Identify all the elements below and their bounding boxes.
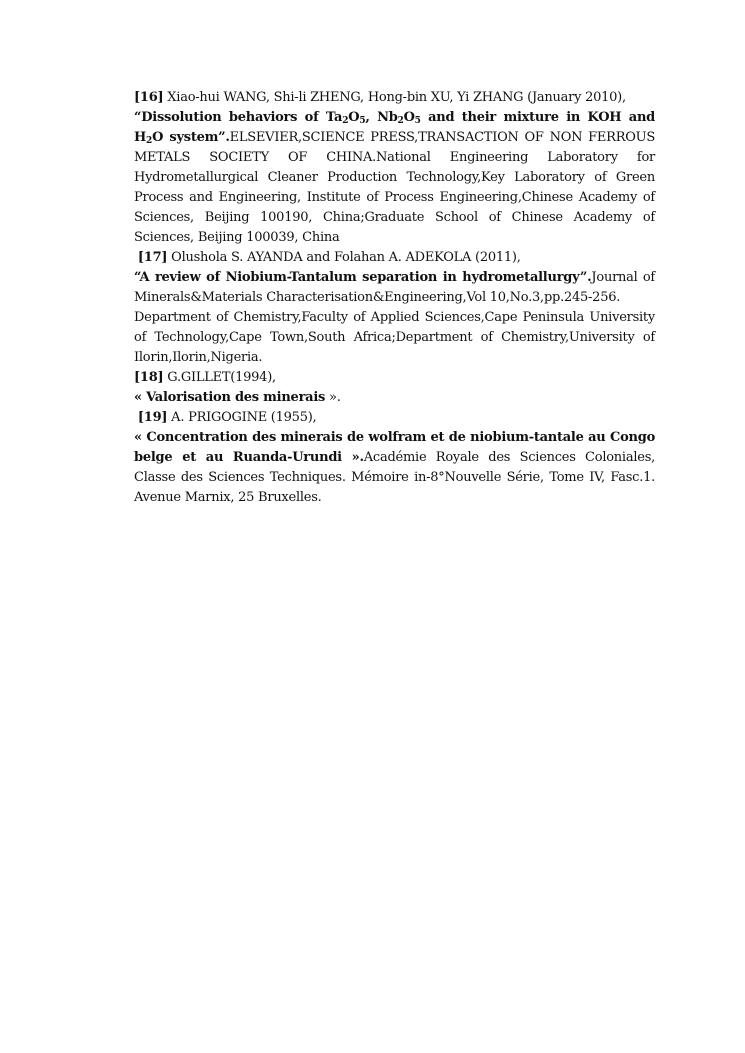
title-fragment: O	[348, 110, 360, 125]
subscript: 2	[146, 136, 153, 146]
reference-16-header	[134, 88, 655, 108]
reference-17-body	[134, 268, 655, 308]
reference-19-header	[134, 408, 655, 428]
title-fragment: O system”.	[152, 130, 230, 145]
title-fragment: O	[403, 110, 415, 125]
reference-authors: A. PRIGOGINE (1955),	[167, 410, 317, 425]
reference-17-affiliation: Department of Chemistry,Faculty of Applied Sciences,Cape Peninsula University of Technology,Cape Town,South Africa;Department of Chemistry,University of Ilorin,Ilorin,Nigeria.	[134, 310, 655, 365]
title-fragment: “Dissolution behaviors of Ta	[134, 110, 343, 125]
reference-details: ELSEVIER,SCIENCE PRESS,TRANSACTION OF NON FERROUS METALS SOCIETY OF CHINA.National Engineering Laboratory for Hydrometallurgical Cleaner Production Technology,Key Laboratory of Green Process and Engineering, Institute of Process Engineering,Chinese Academy of Sciences, Beijing 100190, China;Graduate School of Chinese Academy of Sciences, Beijing 100039, China	[134, 130, 655, 245]
reference-list	[134, 88, 655, 508]
reference-number: [19]	[137, 410, 168, 425]
reference-authors: Xiao-hui WANG, Shi-li ZHENG, Hong-bin XU, Yi ZHANG (January 2010),	[163, 90, 626, 105]
reference-details: Journal of Minerals&Materials Characterisation&Engineering,Vol 10,No.3,pp.245-256.	[134, 270, 655, 305]
reference-17-header	[134, 248, 655, 268]
subscript: 2	[342, 116, 349, 126]
reference-18-body	[134, 388, 655, 408]
reference-number: [17]	[137, 250, 168, 265]
reference-authors: G.GILLET(1994),	[163, 370, 276, 385]
reference-19-body	[134, 428, 655, 508]
reference-18-header	[134, 368, 655, 388]
reference-tail: ».	[325, 390, 341, 405]
reference-details: Académie Royale des Sciences Coloniales, Classe des Sciences Techniques. Mémoire in-8°Nouvelle Série, Tome IV, Fasc.1. Avenue Marnix, 25 Bruxelles.	[134, 450, 655, 505]
reference-title: « Valorisation des minerais	[134, 390, 326, 405]
subscript: 2	[397, 116, 404, 126]
title-fragment: , Nb	[365, 110, 398, 125]
subscript: 5	[359, 116, 366, 126]
reference-number: [16]	[134, 90, 164, 105]
reference-16-body	[134, 108, 655, 248]
title-fragment: and their mixture in KOH and H	[134, 110, 655, 145]
reference-number: [18]	[134, 370, 164, 385]
subscript: 5	[414, 116, 421, 126]
reference-title: « Concentration des minerais de wolfram et de niobium-tantale au Congo belge et au Ruanda-Urundi ».	[134, 430, 655, 465]
reference-title: “A review of Niobium-Tantalum separation in hydrometallurgy”.	[134, 270, 592, 285]
reference-authors: Olushola S. AYANDA and Folahan A. ADEKOLA (2011),	[167, 250, 521, 265]
